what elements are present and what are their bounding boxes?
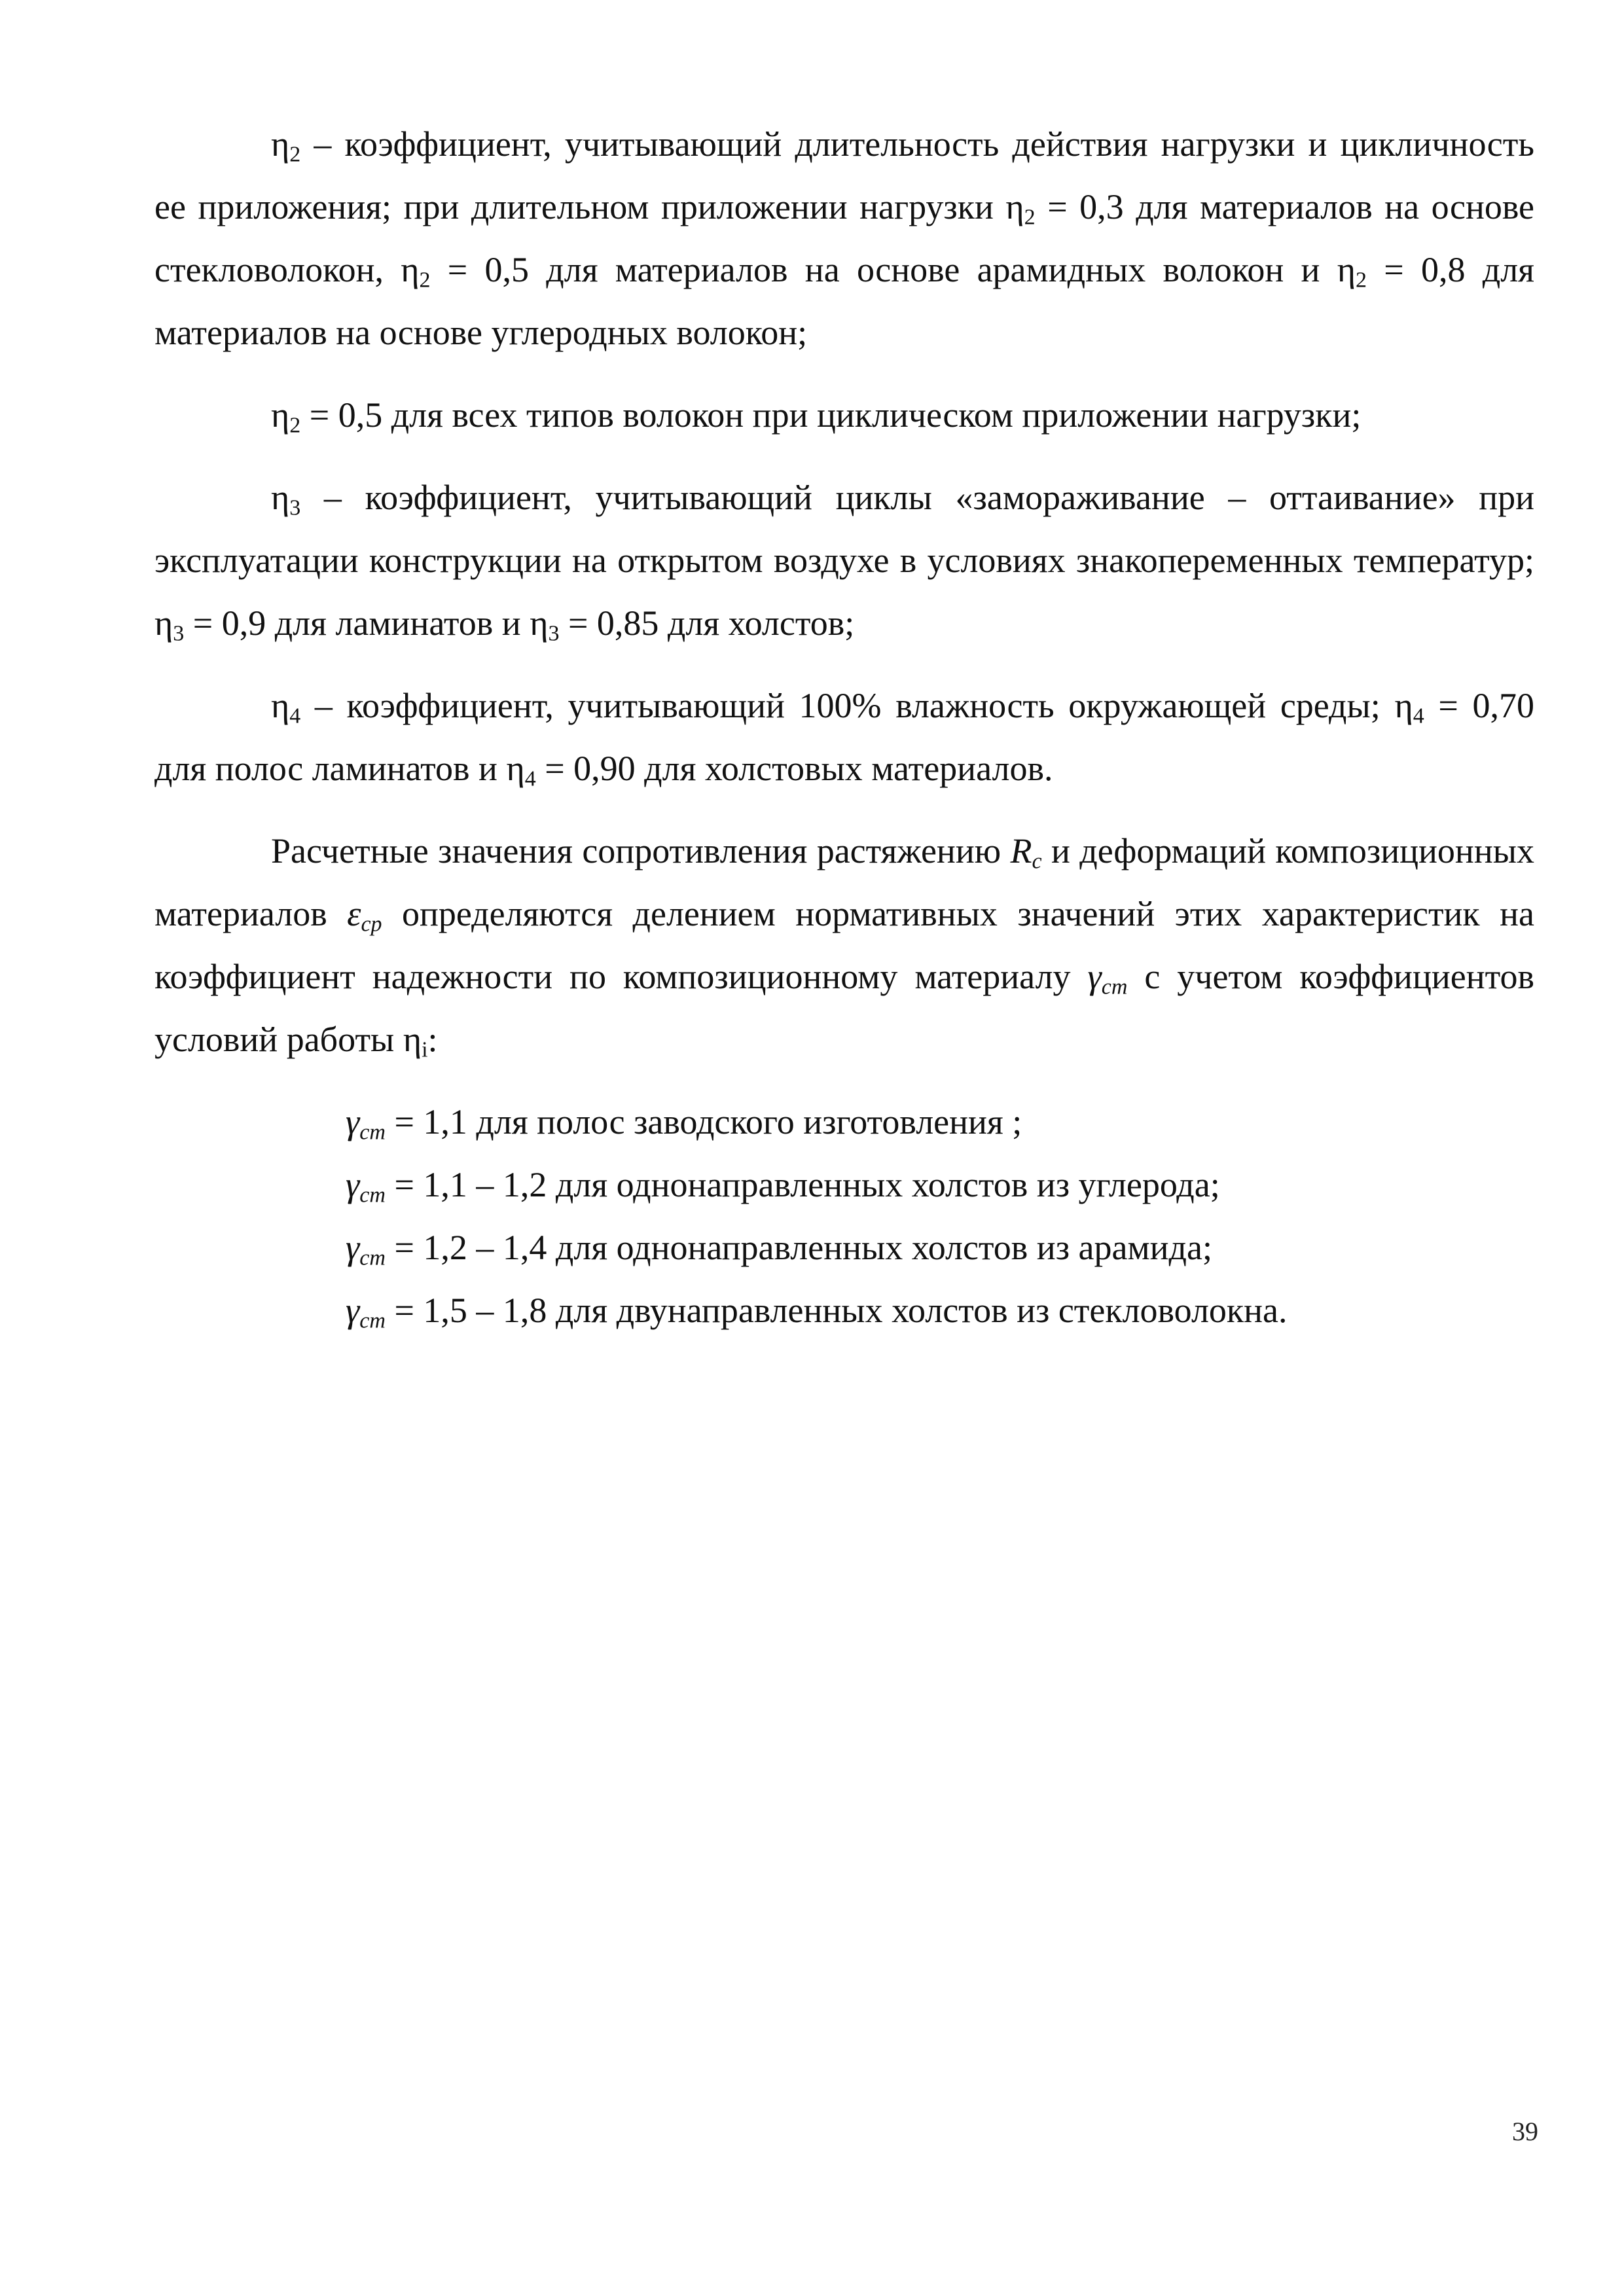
subscript: 4 — [1413, 704, 1424, 728]
paragraph-eta4-definition — [154, 674, 1534, 800]
eta-symbol: η — [1394, 686, 1413, 725]
eta-symbol: η — [530, 603, 549, 643]
subscript: cp — [361, 912, 382, 937]
eta-symbol: η — [403, 1020, 422, 1059]
gamma-symbol: γ — [346, 1102, 360, 1141]
epsilon-symbol: ε — [347, 894, 361, 933]
formula-line — [154, 1279, 1534, 1342]
eta-symbol: η — [1005, 187, 1024, 226]
paragraph-text: – коэффициент, учитывающий циклы «замораживание – оттаивание» при эксплуатации конструкции на открытом воздухе в условиях знакопеременных температур; — [154, 478, 1534, 580]
subscript: 4 — [289, 704, 301, 728]
eta-symbol: η — [271, 686, 290, 725]
gamma-symbol: γ — [1087, 957, 1102, 996]
subscript: c — [1032, 849, 1042, 874]
r-symbol: R — [1010, 831, 1032, 870]
eta-symbol: η — [154, 603, 173, 643]
subscript: 2 — [289, 413, 301, 438]
gamma-symbol: γ — [346, 1165, 360, 1204]
formula-line — [154, 1153, 1534, 1216]
paragraph-text: = 0,8 для материалов на основе углеродных волокон; — [154, 250, 1534, 352]
paragraph-design-values — [154, 819, 1534, 1071]
paragraph-eta2-cyclic — [154, 384, 1534, 446]
paragraph-text: = 0,70 для полос ламинатов и — [154, 686, 1534, 788]
page-number: 39 — [1512, 2117, 1538, 2146]
paragraph-text: Расчетные значения сопротивления растяжению — [271, 831, 1011, 870]
subscript: 3 — [548, 621, 560, 646]
subscript: 2 — [1355, 268, 1367, 293]
formula-text: = 1,1 для полос заводского изготовления ; — [385, 1102, 1022, 1141]
subscript: cm — [1101, 975, 1128, 999]
paragraph-text: с учетом коэффициентов условий работы — [154, 957, 1534, 1059]
formula-text: = 1,5 – 1,8 для двунаправленных холстов из стекловолокна. — [385, 1291, 1288, 1330]
eta-symbol: η — [271, 124, 290, 164]
formula-text: = 1,1 – 1,2 для однонаправленных холстов из углерода; — [385, 1165, 1220, 1204]
eta-symbol: η — [506, 749, 525, 788]
gamma-symbol: γ — [346, 1291, 360, 1330]
eta-symbol: η — [271, 478, 290, 517]
paragraph-text: = 0,9 для ламинатов и — [184, 603, 530, 643]
subscript: 4 — [524, 766, 536, 791]
paragraph-text: = 0,85 для холстов; — [559, 603, 855, 643]
subscript: 2 — [419, 268, 431, 293]
paragraph-text: : — [427, 1020, 438, 1059]
eta-symbol: η — [271, 395, 290, 435]
gamma-symbol: γ — [346, 1228, 360, 1267]
subscript: cm — [359, 1183, 386, 1208]
formula-text: = 1,2 – 1,4 для однонаправленных холстов из арамида; — [385, 1228, 1212, 1267]
paragraph-eta3-definition — [154, 466, 1534, 655]
paragraph-text: = 0,3 для материалов на основе стекловолокон, — [154, 187, 1534, 289]
subscript: cm — [359, 1246, 386, 1270]
paragraph-text: и деформаций композиционных материалов — [154, 831, 1535, 933]
formula-line — [154, 1216, 1534, 1279]
formula-line — [154, 1090, 1534, 1153]
eta-symbol: η — [1337, 250, 1356, 289]
subscript: i — [422, 1037, 428, 1062]
paragraph-eta2-definition — [154, 113, 1534, 364]
subscript: 2 — [1024, 205, 1036, 230]
paragraph-text: = 0,5 для всех типов волокон при циклическом приложении нагрузки; — [300, 395, 1362, 435]
paragraph-text: определяются делением нормативных значений этих характеристик на коэффициент надежности по композиционному материалу — [154, 894, 1534, 996]
eta-symbol: η — [401, 250, 420, 289]
subscript: cm — [359, 1120, 386, 1145]
subscript: 3 — [289, 495, 301, 520]
subscript: 3 — [173, 621, 185, 646]
paragraph-text: – коэффициент, учитывающий длительность действия нагрузки и цикличность ее приложения; при длительном приложении нагрузки — [154, 124, 1534, 226]
paragraph-text: = 0,90 для холстовых материалов. — [535, 749, 1053, 788]
paragraph-text: = 0,5 для материалов на основе арамидных волокон и — [430, 250, 1337, 289]
paragraph-text: – коэффициент, учитывающий 100% влажность окружающей среды; — [300, 686, 1395, 725]
page-body — [154, 113, 1534, 1342]
subscript: cm — [359, 1308, 386, 1333]
subscript: 2 — [289, 142, 301, 167]
